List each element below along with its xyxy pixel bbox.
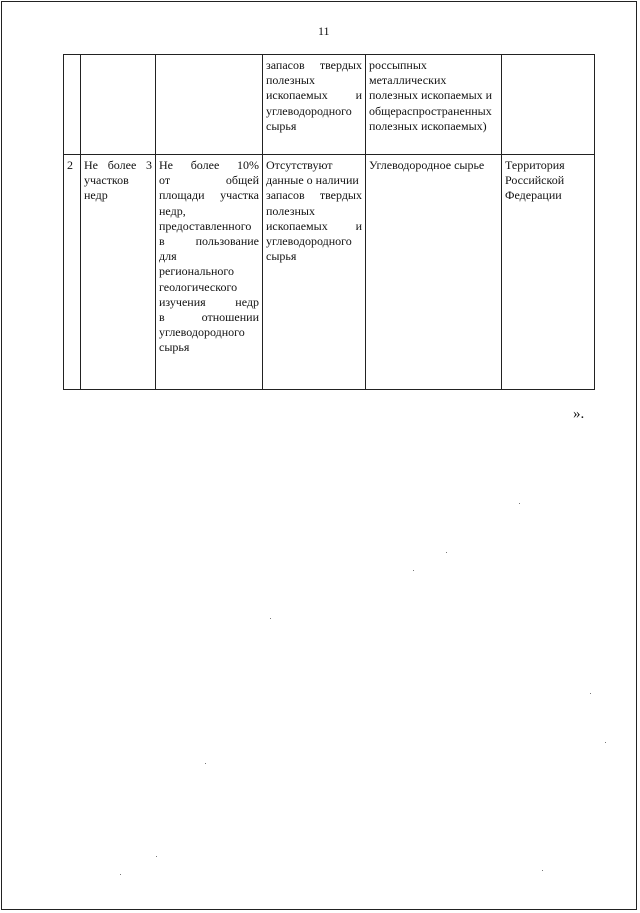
cell-line: Не более 3 bbox=[84, 158, 152, 172]
table-cell-count bbox=[81, 55, 156, 155]
cell-line: запасов твердых bbox=[266, 188, 362, 203]
cell-line: Территория bbox=[505, 158, 565, 172]
cell-line: полезных bbox=[266, 203, 315, 218]
table-cell-number bbox=[64, 55, 81, 155]
cell-line: в пользование bbox=[159, 234, 259, 249]
cell-line: углеводородного bbox=[266, 234, 352, 249]
cell-line: Не более 10% bbox=[159, 158, 259, 172]
cell-line: россыпных bbox=[369, 58, 427, 72]
table-cell-reserves bbox=[263, 155, 366, 390]
cell-line: сырья bbox=[266, 118, 297, 133]
cell-line: запасов твердых bbox=[266, 58, 362, 72]
cell-line: ископаемых и bbox=[266, 218, 362, 233]
table-row bbox=[64, 55, 595, 155]
cell-line: данные о наличии bbox=[266, 173, 359, 188]
page-number: 11 bbox=[318, 24, 330, 38]
table-cell-number: 2 bbox=[64, 155, 81, 390]
cell-line: участков bbox=[84, 173, 129, 188]
cell-line: общераспространенных bbox=[369, 103, 492, 118]
table-cell-reserves bbox=[263, 55, 366, 155]
cell-line: сырья bbox=[266, 249, 297, 264]
cell-line: для bbox=[159, 249, 177, 264]
cell-line: металлических bbox=[369, 73, 447, 88]
closing-quote-mark: ». bbox=[573, 406, 585, 422]
cell-line: Федерации bbox=[505, 188, 562, 203]
cell-line: полезных bbox=[266, 73, 315, 88]
cell-line: регионального bbox=[159, 264, 235, 279]
licensing-table bbox=[63, 54, 595, 390]
table-row bbox=[64, 155, 595, 390]
cell-line: геологического bbox=[159, 279, 238, 294]
cell-line: сырья bbox=[159, 340, 190, 355]
cell-line: ископаемых и bbox=[266, 88, 362, 103]
table-cell-area bbox=[156, 55, 263, 155]
cell-line: Углеводородное сырье bbox=[369, 158, 485, 172]
cell-line: Отсутствуют bbox=[266, 158, 333, 172]
cell-line: в отношении bbox=[159, 310, 259, 325]
cell-line: предоставленного bbox=[159, 218, 252, 233]
table-cell-territory bbox=[502, 155, 595, 390]
cell-line: углеводородного bbox=[159, 325, 245, 340]
cell-line: недр, bbox=[159, 203, 186, 218]
cell-line: площади участка bbox=[159, 188, 259, 203]
table-cell-minerals bbox=[366, 155, 502, 390]
table-cell-area bbox=[156, 155, 263, 390]
cell-line: изучения недр bbox=[159, 294, 259, 309]
cell-line: Российской bbox=[505, 173, 565, 188]
cell-line: полезных ископаемых и bbox=[369, 88, 493, 103]
cell-line: углеводородного bbox=[266, 103, 352, 118]
table-cell-minerals bbox=[366, 55, 502, 155]
cell-line: полезных ископаемых) bbox=[369, 118, 487, 133]
cell-line: от общей bbox=[159, 173, 259, 188]
table-cell-count bbox=[81, 155, 156, 390]
cell-line: недр bbox=[84, 188, 108, 203]
table-cell-territory bbox=[502, 55, 595, 155]
